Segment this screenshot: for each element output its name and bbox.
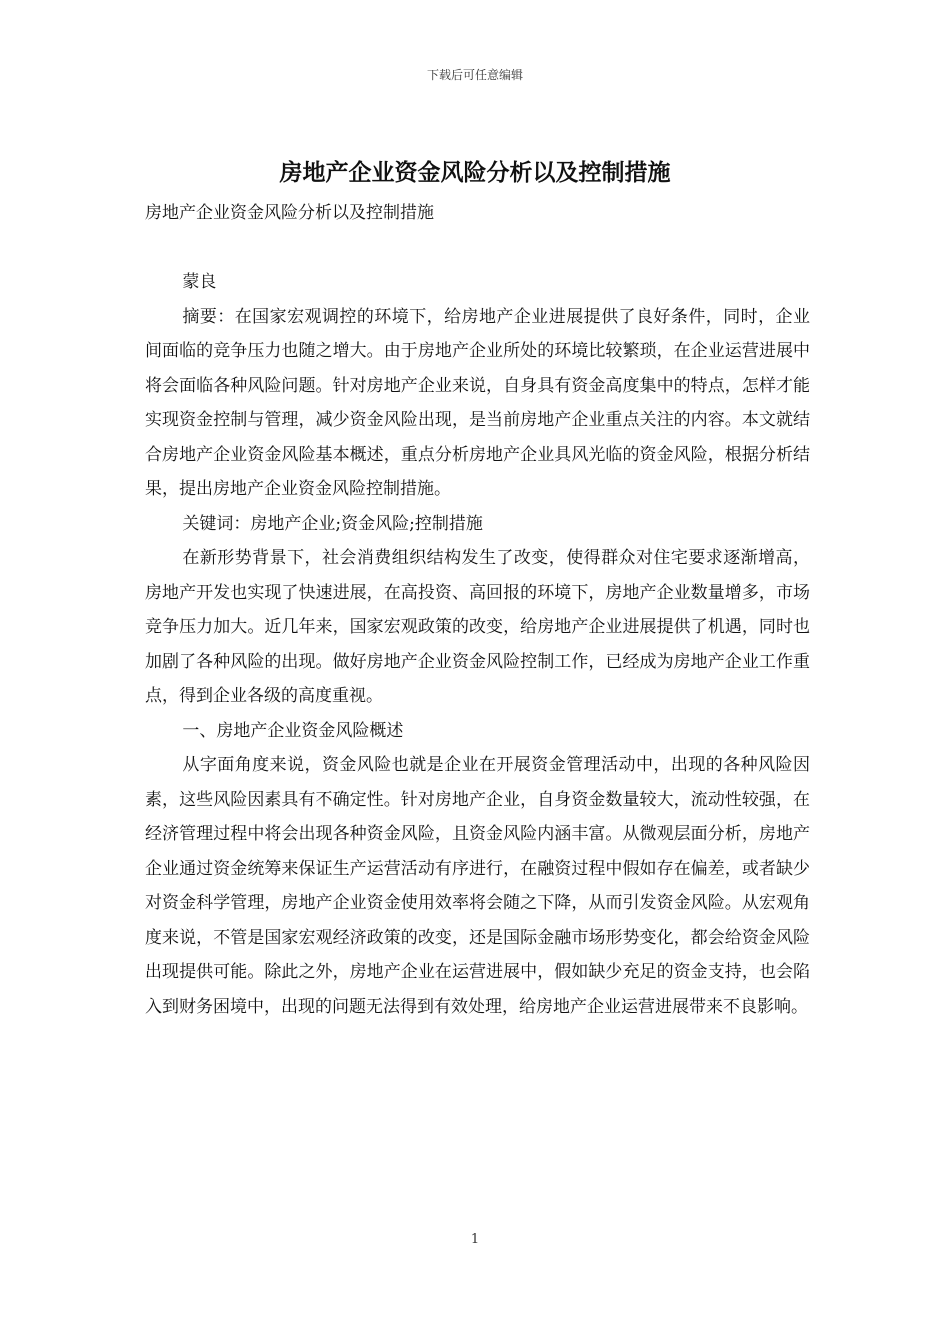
section-heading: 一、房地产企业资金风险概述 (182, 720, 404, 741)
blank-line (145, 231, 810, 266)
subtitle-line: 房地产企业资金风险分析以及控制措施 (145, 203, 434, 223)
section-paragraph: 从字面角度来说，资金风险也就是企业在开展资金管理活动中，出现的各种风险因素，这些风险因素具有不确定性。针对房地产企业，自身资金数量较大，流动性较强，在经济管理过程中将会出现各种资金风险，且资金风险内涵丰富。从微观层面分析，房地产企业通过资金统筹来保证生产运营活动有序进行，在融资过程中假如存在偏差，或者缺少对资金科学管理，房地产企业资金使用效率将会随之下降，从而引发资金风险。从宏观角度来说，不管是国家宏观经济政策的改变，还是国际金融市场形势变化，都会给资金风险出现提供可能。除此之外，房地产企业在运营进展中，假如缺少充足的资金支持，也会陷入到财务困境中，出现的问题无法得到有效处理，给房地产企业运营进展带来不良影响。 (145, 755, 810, 1017)
header-note: 下载后可任意编辑 (426, 68, 523, 82)
document-title: 房地产企业资金风险分析以及控制措施 (279, 159, 671, 186)
abstract-paragraph: 摘要：在国家宏观调控的环境下，给房地产企业进展提供了良好条件，同时，企业间面临的竞争压力也随之增大。由于房地产企业所处的环境比较繁琐，在企业运营进展中将会面临各种风险问题。针对房地产企业来说，自身具有资金高度集中的特点，怎样才能实现资金控制与管理，减少资金风险出现，是当前房地产企业重点关注的内容。本文就结合房地产企业资金风险基本概述，重点分析房地产企业具风光临的资金风险，根据分析结果，提出房地产企业资金风险控制措施。 (145, 306, 810, 499)
keywords-line: 关键词：房地产企业;资金风险;控制措施 (182, 513, 483, 534)
document-body (145, 196, 810, 1024)
author-line: 蒙良 (182, 272, 217, 292)
page-number: 1 (470, 1232, 480, 1247)
intro-paragraph: 在新形势背景下，社会消费组织结构发生了改变，使得群众对住宅要求逐渐增高，房地产开发也实现了快速进展，在高投资、高回报的环境下，房地产企业数量增多，市场竞争压力加大。近几年来，国家宏观政策的改变，给房地产企业进展提供了机遇，同时也加剧了各种风险的出现。做好房地产企业资金风险控制工作，已经成为房地产企业工作重点，得到企业各级的高度重视。 (145, 548, 810, 706)
